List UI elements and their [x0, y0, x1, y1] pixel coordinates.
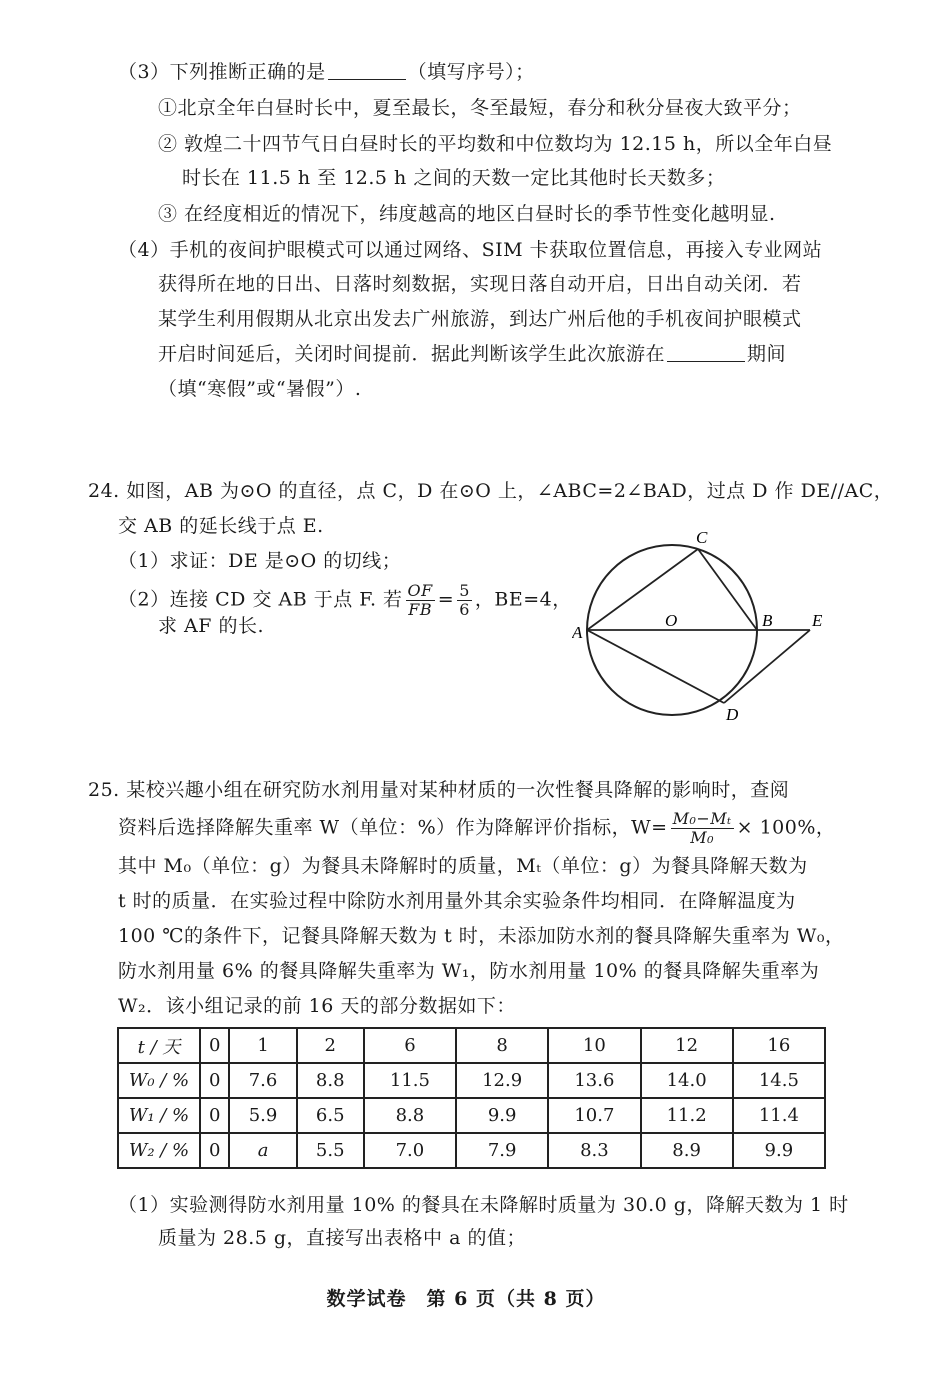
q23-option-2-cont: 时长在 11.5 h 至 12.5 h 之间的天数一定比其他时长天数多；	[182, 167, 726, 189]
table-cell: 7.6	[229, 1063, 296, 1098]
table-cell: 0	[200, 1133, 229, 1168]
q23-part3-text: （3）下列推断正确的是	[118, 61, 326, 83]
equals-sign: =	[437, 588, 455, 611]
fraction-of-fb	[406, 582, 435, 619]
q23-part4-l3: 某学生利用假期从北京出发去广州旅游，到达广州后他的手机夜间护眼模式	[158, 308, 802, 330]
fraction-numerator: M₀−Mₜ	[672, 809, 732, 828]
q23-part4-l5: （填“寒假”或“暑假”）.	[158, 378, 362, 400]
q25-stem-l2-end: × 100%，	[736, 816, 836, 839]
circle-geometry-figure	[572, 520, 842, 725]
q23-option-3: ③ 在经度相近的情况下，纬度越高的地区白昼时长的季节性变化越明显.	[158, 203, 776, 225]
answer-blank	[667, 343, 745, 362]
q23-part4-l4	[158, 340, 786, 368]
table-cell: 10.7	[548, 1098, 640, 1133]
table-cell: 8.3	[548, 1133, 640, 1168]
table-cell: 8.8	[364, 1098, 456, 1133]
table-row-header: W₀ / %	[118, 1063, 200, 1098]
table-cell: 7.0	[364, 1133, 456, 1168]
q25-part1-l1: （1）实验测得防水剂用量 10% 的餐具在未降解时质量为 30.0 g，降解天数为 1 时	[118, 1194, 849, 1216]
fraction-weight-loss	[671, 810, 734, 847]
fraction-denominator: 6	[459, 600, 470, 619]
table-cell: 7.9	[456, 1133, 548, 1168]
label-a: A	[572, 623, 583, 642]
table-cell: a	[229, 1133, 296, 1168]
table-cell: 14.0	[641, 1063, 733, 1098]
q24-stem-l2: 交 AB 的延长线于点 E.	[118, 515, 324, 537]
table-cell: 5.5	[297, 1133, 364, 1168]
page-footer: 数学试卷 第 6 页（共 8 页）	[326, 1288, 606, 1310]
chord-ad	[587, 630, 724, 703]
q25-stem-l5: 100 ℃的条件下，记餐具降解天数为 t 时，未添加防水剂的餐具降解失重率为 W₀，	[118, 925, 845, 947]
q24-part2-text: （2）连接 CD 交 AB 于点 F. 若	[118, 588, 403, 611]
table-row-header: W₂ / %	[118, 1133, 200, 1168]
fraction-five-sixths	[457, 582, 472, 619]
label-c: C	[696, 528, 708, 547]
chord-ac	[587, 549, 698, 630]
q23-option-1: ①北京全年白昼时长中，夏至最长，冬至最短，春分和秋分昼夜大致平分；	[158, 97, 802, 119]
table-row	[118, 1028, 825, 1063]
table-cell: 11.4	[733, 1098, 825, 1133]
line-de	[724, 630, 810, 703]
table-cell: 6.5	[297, 1098, 364, 1133]
table-row	[118, 1133, 825, 1168]
q23-part3-text-end: （填写序号）；	[407, 61, 535, 83]
q25-stem-l2-text: 资料后选择降解失重率 W（单位：%）作为降解评价指标，W=	[118, 816, 668, 839]
degradation-data-table	[117, 1027, 826, 1169]
q24-part2-text-end: ，BE=4，	[474, 588, 572, 611]
q23-option-2: ② 敦煌二十四节气日白昼时长的平均数和中位数均为 12.15 h，所以全年白昼	[158, 133, 833, 155]
fraction-numerator: OF	[407, 581, 433, 600]
q24-stem-l1: 24. 如图，AB 为⊙O 的直径，点 C，D 在⊙O 上，∠ABC=2∠BAD，过点 D 作 DE//AC，	[88, 480, 894, 502]
table-row-header: t / 天	[118, 1028, 200, 1063]
q24-part2-cont: 求 AF 的长.	[158, 615, 265, 637]
table-cell: 6	[364, 1028, 456, 1063]
table-cell: 2	[297, 1028, 364, 1063]
q25-stem-l2	[118, 810, 835, 847]
table-body	[118, 1028, 825, 1168]
table-cell: 12	[641, 1028, 733, 1063]
q23-part4-l4-end: 期间	[747, 343, 787, 365]
fraction-numerator: 5	[459, 581, 470, 600]
table-cell: 11.5	[364, 1063, 456, 1098]
fraction-denominator: M₀	[690, 828, 714, 847]
q25-stem-l6: 防水剂用量 6% 的餐具降解失重率为 W₁，防水剂用量 10% 的餐具降解失重率为	[118, 960, 820, 982]
q23-part4-l2: 获得所在地的日出、日落时刻数据，实现日落自动开启，日出自动关闭．若	[158, 273, 802, 295]
table-cell: 9.9	[456, 1098, 548, 1133]
table-row	[118, 1098, 825, 1133]
table-cell: 8.8	[297, 1063, 364, 1098]
q25-part1-l2: 质量为 28.5 g，直接写出表格中 a 的值；	[158, 1227, 526, 1249]
label-e: E	[812, 611, 823, 630]
q24-part1: （1）求证：DE 是⊙O 的切线；	[118, 550, 402, 572]
q23-part4-l4-text: 开启时间延后，关闭时间提前．据此判断该学生此次旅游在	[158, 343, 666, 365]
table-row	[118, 1063, 825, 1098]
table-cell: 0	[200, 1028, 229, 1063]
table-cell: 14.5	[733, 1063, 825, 1098]
table-cell: 0	[200, 1063, 229, 1098]
table-cell: 0	[200, 1098, 229, 1133]
table-cell: 9.9	[733, 1133, 825, 1168]
label-o: O	[665, 611, 678, 630]
q25-stem-l7: W₂．该小组记录的前 16 天的部分数据如下：	[118, 995, 516, 1017]
table-cell: 5.9	[229, 1098, 296, 1133]
q25-stem-l4: t 时的质量．在实验过程中除防水剂用量外其余实验条件均相同．在降解温度为	[118, 890, 796, 912]
table-cell: 8	[456, 1028, 548, 1063]
q23-part3	[118, 58, 535, 86]
q25-stem-l3: 其中 M₀（单位：g）为餐具未降解时的质量，Mₜ（单位：g）为餐具降解天数为	[118, 855, 808, 877]
q23-part4-l1: （4）手机的夜间护眼模式可以通过网络、SIM 卡获取位置信息，再接入专业网站	[118, 239, 823, 261]
table-cell: 10	[548, 1028, 640, 1063]
q25-stem-l1: 25. 某校兴趣小组在研究防水剂用量对某种材质的一次性餐具降解的影响时，查阅	[88, 779, 790, 801]
table-cell: 8.9	[641, 1133, 733, 1168]
chord-cb	[698, 549, 757, 630]
table-cell: 11.2	[641, 1098, 733, 1133]
answer-blank	[328, 61, 406, 80]
table-cell: 16	[733, 1028, 825, 1063]
fraction-denominator: FB	[408, 600, 433, 619]
table-cell: 12.9	[456, 1063, 548, 1098]
table-row-header: W₁ / %	[118, 1098, 200, 1133]
label-d: D	[726, 705, 739, 724]
label-b: B	[762, 611, 773, 630]
table-cell: 1	[229, 1028, 296, 1063]
table-cell: 13.6	[548, 1063, 640, 1098]
